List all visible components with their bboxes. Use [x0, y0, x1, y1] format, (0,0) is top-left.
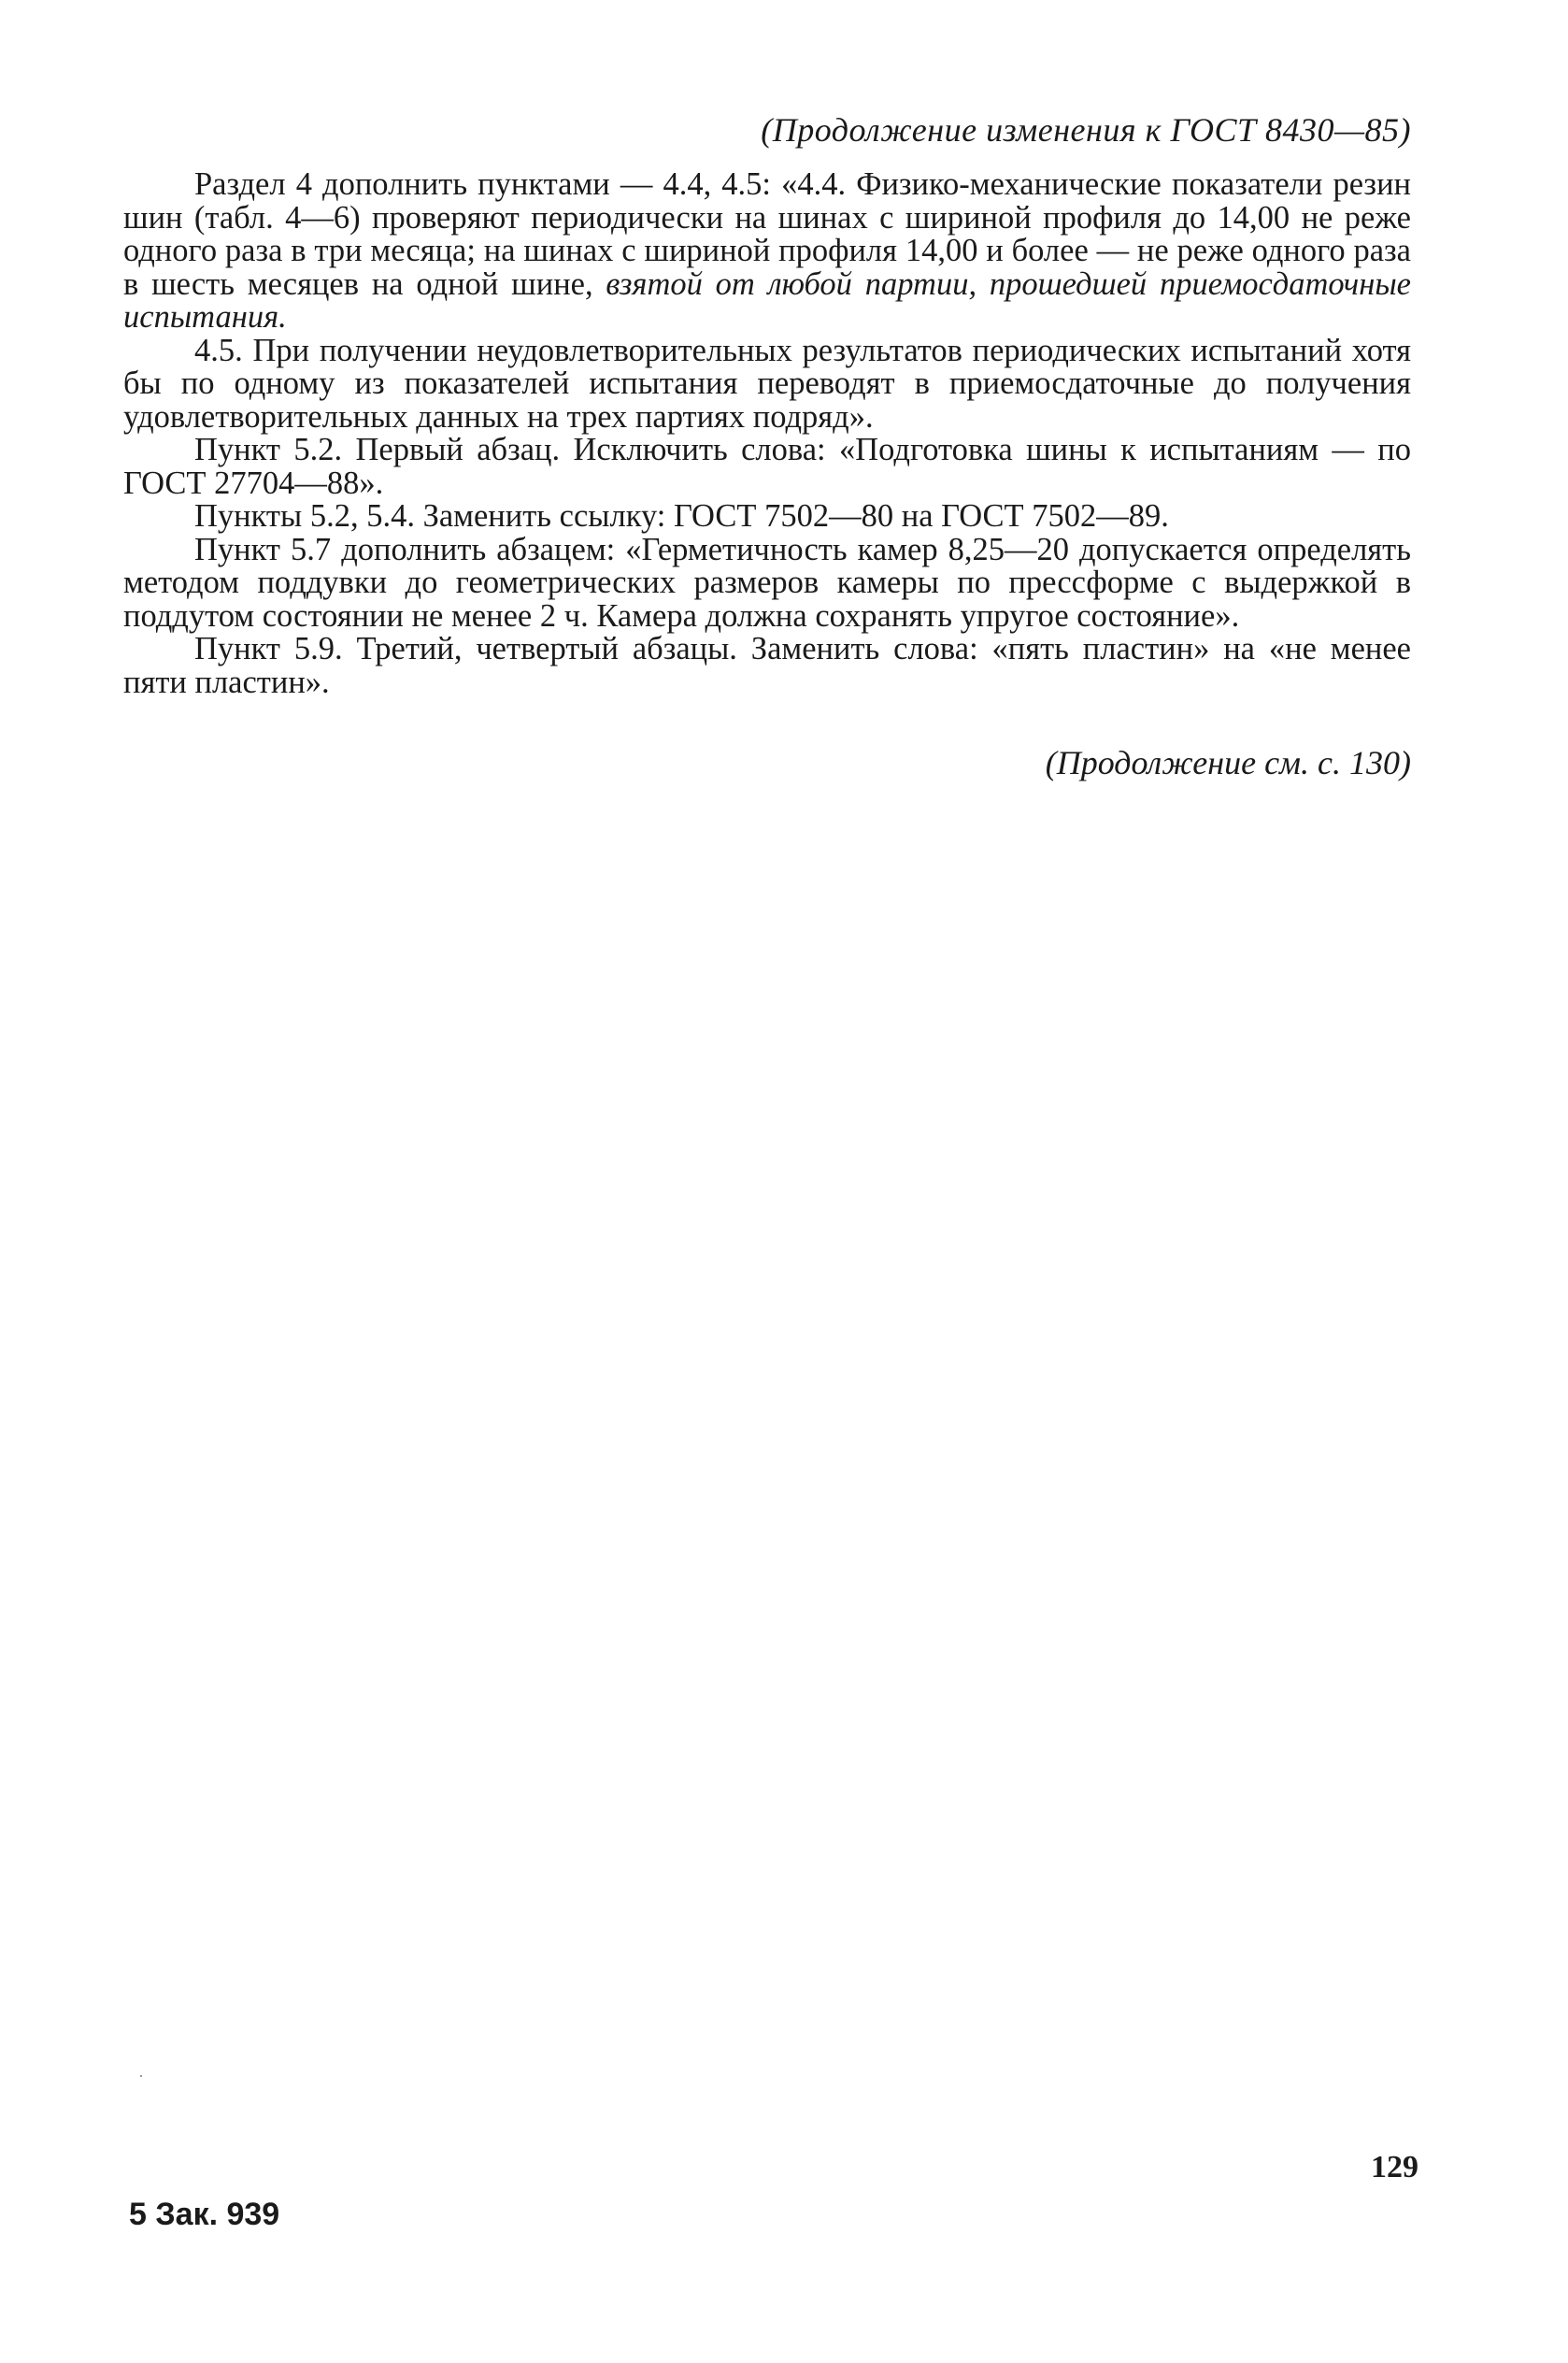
paragraph-5-2: Пункт 5.2. Первый абзац. Исключить слова: «Подготовка шины к испытаниям — по ГОСТ 27704—88».: [123, 432, 1411, 501]
scan-speck: [140, 2075, 142, 2077]
continuation-footer: (Продолжение см. с. 130): [1045, 744, 1411, 781]
paragraph-5-9: Пункт 5.9. Третий, четвертый абзацы. Заменить слова: «пять пластин» на «не менее пяти пластин».: [123, 631, 1411, 700]
paragraph-section-4-italic: взятой от любой партии, прошедшей приемосдаточные испытания.: [123, 265, 1411, 335]
paragraph-section-4: [123, 168, 1411, 335]
paragraph-5-7: Пункт 5.7 дополнить абзацем: «Герметичность камер 8,25—20 допускается определять методом поддувки до геометрических размеров камеры по прессформе с выдержкой в поддутом состоянии не менее 2 ч. Камера должна сохранять упругое состояние».: [123, 531, 1411, 634]
continuation-header: (Продолжение изменения к ГОСТ 8430—85): [761, 111, 1411, 149]
paragraph-section-4-text: Раздел 4 дополнить пунктами — 4.4, 4.5: «4.4. Физико-механические показатели резин шин (табл. 4—6) проверяют периодически на шинах с шириной профиля до 14,00 не реже одного раза в три месяца; на шинах с шириной профиля 14,00 и более — не реже одного раза в шесть месяцев на одной шине,: [123, 166, 1411, 302]
paragraph-5-2-5-4: Пункты 5.2, 5.4. Заменить ссылку: ГОСТ 7502—80 на ГОСТ 7502—89.: [194, 498, 1169, 534]
page-number: 129: [1371, 2150, 1418, 2184]
order-code: 5 Зак. 939: [129, 2197, 280, 2232]
amendment-body: [123, 168, 1411, 699]
paragraph-4-5: 4.5. При получении неудовлетворительных результатов периодических испытаний хотя бы по одному из показателей испытания переводят в приемосдаточные до получения удовлетворительных данных на трех партиях подряд».: [123, 332, 1411, 435]
